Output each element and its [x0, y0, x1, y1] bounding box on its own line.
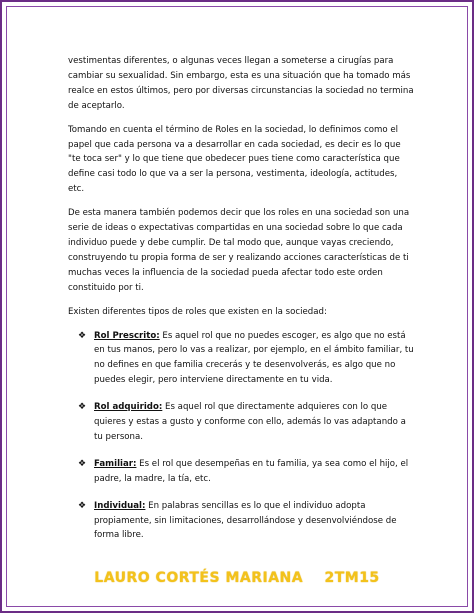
role-description: Es aquel rol que directamente adquieres con lo que quieres y estas a gusto y conforme con ello, además lo vas adaptando a tu persona.	[94, 402, 406, 442]
role-term: Individual:	[94, 500, 146, 511]
diamond-bullet-icon: ❖	[78, 458, 87, 469]
paragraph-4: Existen diferentes tipos de roles que existen en la sociedad:	[68, 306, 327, 317]
list-item	[68, 400, 414, 445]
list-item	[68, 499, 414, 544]
list-item	[68, 329, 414, 389]
author-footer	[2, 570, 472, 586]
role-term: Rol Prescrito:	[94, 330, 160, 341]
role-description: Es aquel rol que no puedes escoger, es algo que no está en tus manos, pero lo vas a realizar, por ejemplo, en el ámbito familiar, tu no defines en que familia crecerás y te desenvolverás, es algo que no puedes elegir, pero interviene directamente en tu vida.	[94, 330, 414, 386]
role-description: Es el rol que desempeñas en tu familia, ya sea como el hijo, el padre, la madre, la tía, etc.	[94, 458, 409, 484]
group-code: 2TM15	[324, 570, 380, 586]
document-body	[68, 54, 414, 555]
author-name: LAURO CORTÉS MARIANA	[94, 570, 304, 586]
role-description: En palabras sencillas es lo que el individuo adopta propiamente, sin limitaciones, desarrollándose y desenvolviéndose de forma libre.	[94, 500, 397, 541]
paragraph-3: De esta manera también podemos decir que los roles en una sociedad son una serie de ideas o expectativas compartidas en una sociedad sobre lo que cada individuo puede y debe cumplir. De tal modo que, aunque vayas creciendo, construyendo tu propia forma de ser y realizando acciones características de ti muchas veces la influencia de la sociedad pueda afectar todo este orden constituido por ti.	[68, 208, 410, 293]
list-item	[68, 457, 414, 487]
diamond-bullet-icon: ❖	[78, 330, 87, 341]
paragraph-1: vestimentas diferentes, o algunas veces llegan a someterse a cirugías para cambiar su sexualidad. Sin embargo, esta es una situación que ha tomado más realce en estos últimos, pero por diversas circunstancias la sociedad no termina de aceptarlo.	[68, 56, 414, 111]
role-term: Familiar:	[94, 458, 137, 469]
role-term: Rol adquirido:	[94, 402, 163, 413]
diamond-bullet-icon: ❖	[78, 402, 87, 413]
roles-list	[68, 329, 414, 544]
paragraph-2: Tomando en cuenta el término de Roles en la sociedad, lo definimos como el papel que cada persona va a desarrollar en cada sociedad, es decir es lo que "te toca ser" y lo que tiene que obedecer pues tiene como característica que define casi todo lo que va a ser la persona, vestimenta, ideología, actitudes, etc.	[68, 124, 401, 195]
diamond-bullet-icon: ❖	[78, 500, 87, 511]
